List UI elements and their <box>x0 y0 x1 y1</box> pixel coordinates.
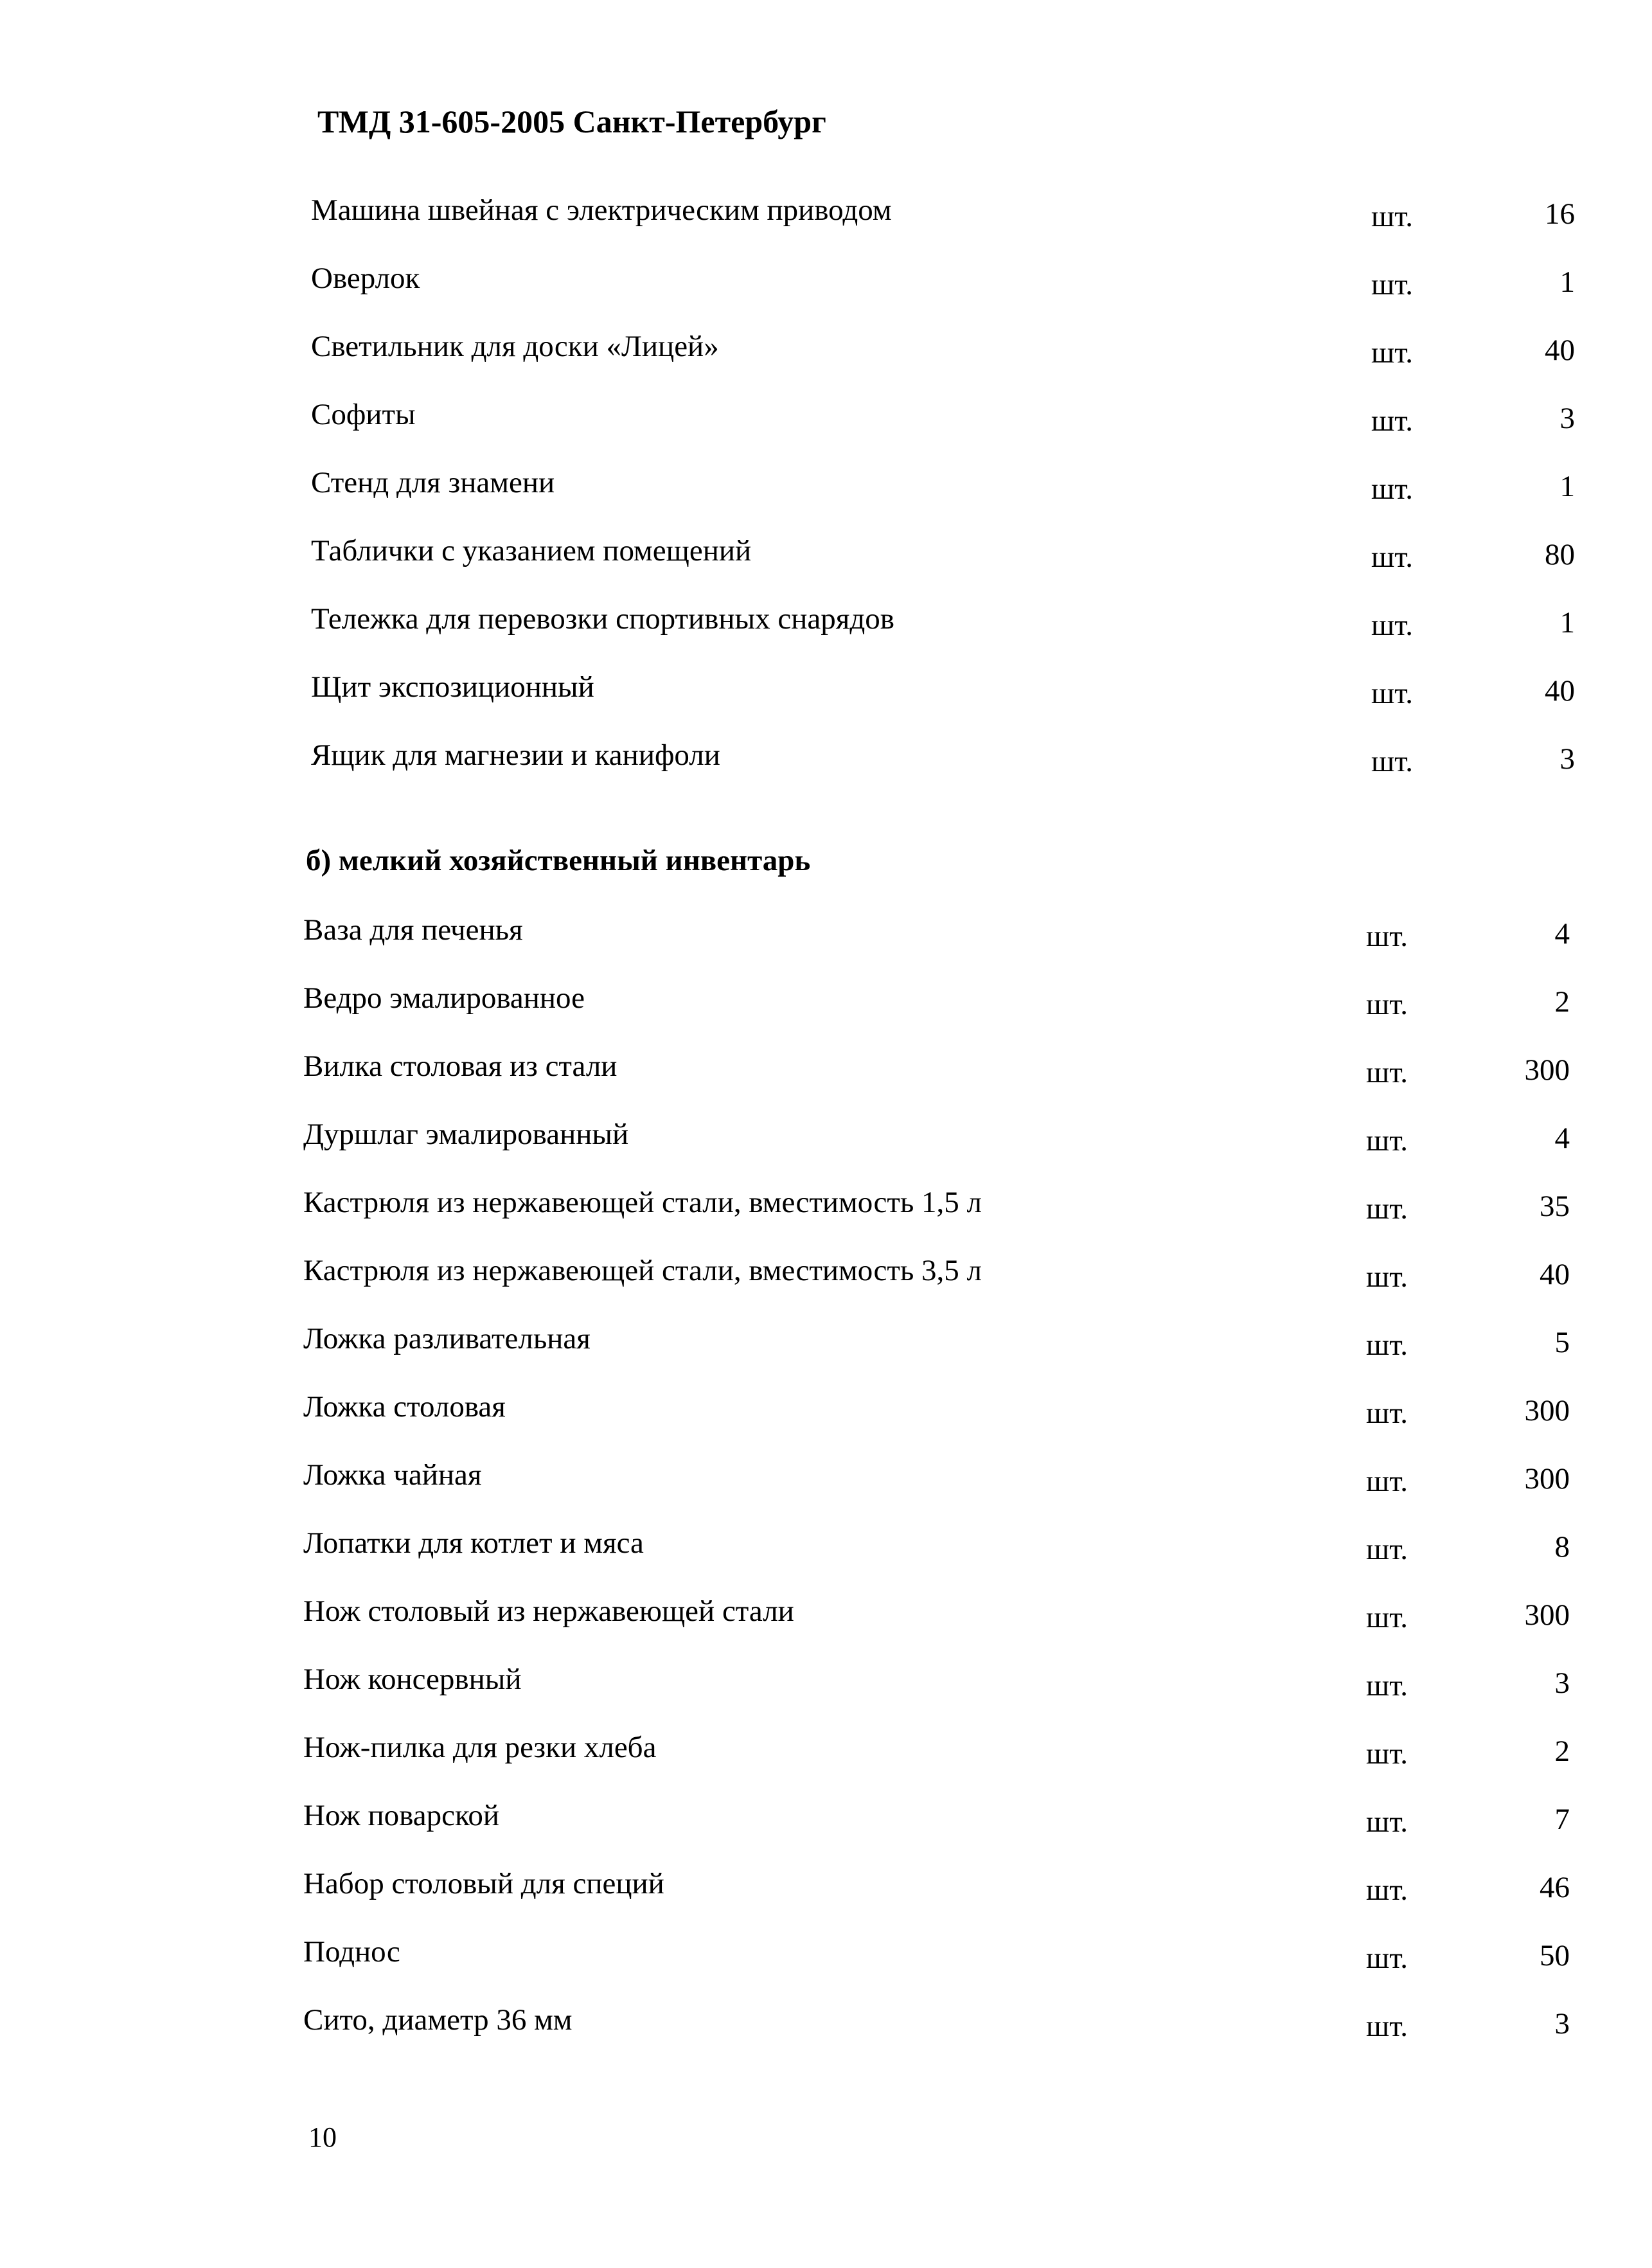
list-item <box>0 602 1652 670</box>
list-item <box>0 913 1652 981</box>
item-unit: шт. <box>1371 677 1413 710</box>
item-quantity: 1 <box>1559 265 1575 299</box>
item-name: Таблички с указанием помещений <box>311 534 752 567</box>
page-number: 10 <box>308 2121 337 2153</box>
item-quantity: 3 <box>1554 2007 1570 2040</box>
item-unit: шт. <box>1366 1942 1408 1975</box>
item-quantity: 4 <box>1554 1121 1570 1155</box>
item-name: Кастрюля из нержавеющей стали, вместимость 1,5 л <box>303 1186 982 1219</box>
item-unit: шт. <box>1366 1465 1408 1498</box>
list-item <box>0 1321 1652 1389</box>
item-unit: шт. <box>1366 1601 1408 1634</box>
item-unit: шт. <box>1366 988 1408 1021</box>
list-item <box>0 1594 1652 1662</box>
item-unit: шт. <box>1366 1805 1408 1839</box>
item-name: Тележка для перевозки спортивных снарядов <box>311 602 894 636</box>
item-name: Нож столовый из нержавеющей стали <box>303 1594 794 1628</box>
item-quantity: 46 <box>1540 1871 1570 1904</box>
item-quantity: 3 <box>1559 402 1575 435</box>
list-item <box>0 670 1652 738</box>
item-quantity: 1 <box>1559 470 1575 503</box>
item-unit: шт. <box>1371 609 1413 642</box>
item-name: Ведро эмалированное <box>303 981 585 1015</box>
item-unit: шт. <box>1371 404 1413 438</box>
list-item <box>0 1662 1652 1730</box>
item-unit: шт. <box>1371 745 1413 778</box>
list-item <box>0 1049 1652 1117</box>
item-name: Стенд для знамени <box>311 466 555 499</box>
item-quantity: 8 <box>1554 1530 1570 1564</box>
item-unit: шт. <box>1366 1397 1408 1430</box>
item-unit: шт. <box>1366 1328 1408 1362</box>
item-name: Ящик для магнезии и канифоли <box>311 738 720 772</box>
list-item <box>0 329 1652 397</box>
section-heading: б) мелкий хозяйственный инвентарь <box>306 844 811 877</box>
list-item <box>0 2003 1652 2071</box>
list-item <box>0 193 1652 261</box>
item-name: Дуршлаг эмалированный <box>303 1118 629 1151</box>
item-quantity: 7 <box>1554 1803 1570 1836</box>
item-quantity: 3 <box>1554 1666 1570 1700</box>
item-name: Набор столовый для специй <box>303 1867 664 1900</box>
list-item <box>0 261 1652 329</box>
item-unit: шт. <box>1366 1669 1408 1702</box>
list-item <box>0 1866 1652 1934</box>
item-unit: шт. <box>1371 200 1413 233</box>
list-item <box>0 1185 1652 1253</box>
item-unit: шт. <box>1371 540 1413 574</box>
item-name: Оверлок <box>311 262 420 295</box>
item-unit: шт. <box>1366 1260 1408 1294</box>
list-item <box>0 1253 1652 1321</box>
item-name: Нож консервный <box>303 1663 522 1696</box>
item-unit: шт. <box>1366 1124 1408 1157</box>
item-quantity: 2 <box>1554 1735 1570 1768</box>
item-unit: шт. <box>1366 1873 1408 1907</box>
list-item <box>0 1526 1652 1594</box>
item-name: Ложка разливательная <box>303 1322 591 1355</box>
item-quantity: 16 <box>1545 197 1575 231</box>
list-item <box>0 1389 1652 1458</box>
item-unit: шт. <box>1371 336 1413 370</box>
item-quantity: 40 <box>1545 674 1575 708</box>
list-item <box>0 1117 1652 1185</box>
item-unit: шт. <box>1371 472 1413 506</box>
item-name: Светильник для доски «Лицей» <box>311 330 719 363</box>
item-unit: шт. <box>1366 1737 1408 1771</box>
item-name: Щит экспозиционный <box>311 670 594 704</box>
item-quantity: 300 <box>1524 1598 1570 1632</box>
item-name: Машина швейная с электрическим приводом <box>311 193 892 227</box>
item-name: Нож-пилка для резки хлеба <box>303 1731 657 1764</box>
item-name: Ложка чайная <box>303 1458 482 1492</box>
list-item <box>0 981 1652 1049</box>
item-name: Ваза для печенья <box>303 913 523 947</box>
list-item <box>0 1730 1652 1798</box>
item-unit: шт. <box>1366 1533 1408 1566</box>
item-name: Софиты <box>311 398 416 431</box>
list-item <box>0 1798 1652 1866</box>
item-quantity: 300 <box>1524 1462 1570 1496</box>
item-quantity: 300 <box>1524 1394 1570 1427</box>
item-unit: шт. <box>1366 1056 1408 1089</box>
document-title: ТМД 31-605-2005 Санкт-Петербург <box>317 103 826 139</box>
item-name: Поднос <box>303 1935 400 1969</box>
item-quantity: 40 <box>1545 334 1575 367</box>
item-name: Лопатки для котлет и мяса <box>303 1526 644 1560</box>
list-item <box>0 738 1652 806</box>
item-name: Сито, диаметр 36 мм <box>303 2003 573 2037</box>
item-quantity: 80 <box>1545 538 1575 571</box>
item-unit: шт. <box>1366 2010 1408 2043</box>
item-quantity: 5 <box>1554 1326 1570 1359</box>
list-item <box>0 1458 1652 1526</box>
item-name: Ложка столовая <box>303 1390 506 1424</box>
item-quantity: 300 <box>1524 1053 1570 1087</box>
item-quantity: 40 <box>1540 1258 1570 1291</box>
item-quantity: 3 <box>1559 742 1575 776</box>
item-unit: шт. <box>1366 1192 1408 1226</box>
list-item <box>0 465 1652 533</box>
item-name: Кастрюля из нержавеющей стали, вместимость 3,5 л <box>303 1254 982 1287</box>
list-item <box>0 1934 1652 2003</box>
item-unit: шт. <box>1371 268 1413 301</box>
list-item <box>0 533 1652 602</box>
item-unit: шт. <box>1366 920 1408 953</box>
item-quantity: 50 <box>1540 1939 1570 1972</box>
inventory-section-b <box>0 913 1652 2071</box>
item-quantity: 1 <box>1559 606 1575 639</box>
item-name: Вилка столовая из стали <box>303 1049 617 1083</box>
inventory-section-a <box>0 193 1652 806</box>
item-quantity: 4 <box>1554 917 1570 951</box>
item-quantity: 2 <box>1554 985 1570 1019</box>
item-name: Нож поварской <box>303 1799 500 1832</box>
list-item <box>0 397 1652 465</box>
item-quantity: 35 <box>1540 1190 1570 1223</box>
